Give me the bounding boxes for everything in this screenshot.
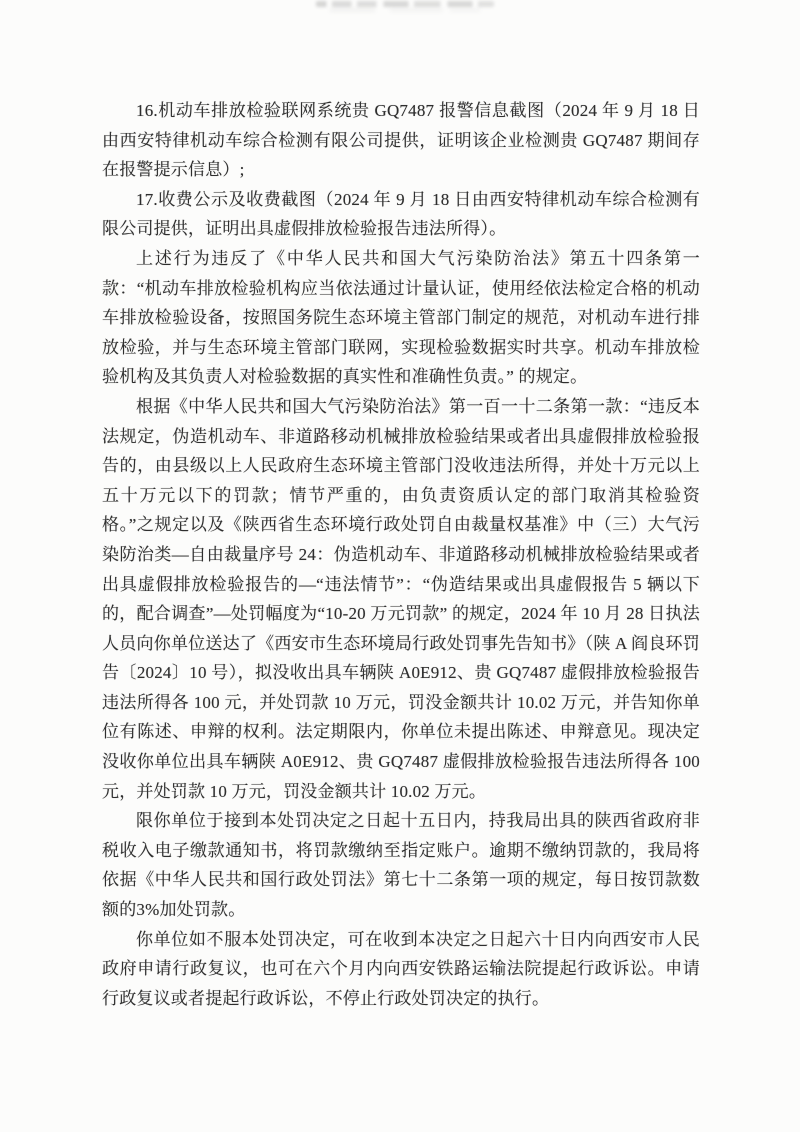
paragraph-appeal-rights: 你单位如不服本处罚决定，可在收到本决定之日起六十日内向西安市人民政府申请行政复议，也可在六个月内向西安铁路运输法院提起行政诉讼。申请行政复议或者提起行政诉讼，不停止行政处罚决定的执行。	[102, 929, 700, 1008]
document-body	[102, 96, 700, 1013]
paragraph-evidence-item-17: 17.收费公示及收费截图（2024 年 9 月 18 日由西安特律机动车综合检测有限公司提供，证明出具虚假排放检验报告违法所得）。	[102, 189, 700, 239]
scan-artifact-top	[316, 1, 494, 7]
paragraph-violated-law: 上述行为违反了《中华人民共和国大气污染防治法》第五十四条第一款：“机动车排放检验机构应当依法通过计量认证，使用经依法检定合格的机动车排放检验设备，按照国务院生态环境主管部门制定的规范，对机动车进行排放检验，并与生态环境主管部门联网，实现检验数据实时共享。机动车排放检验机构及其负责人对检验数据的真实性和准确性负责。” 的规定。	[102, 248, 700, 387]
scan-artifact-top-shadow	[330, 8, 480, 12]
paragraph-payment-instructions: 限你单位于接到本处罚决定之日起十五日内，持我局出具的陕西省政府非税收入电子缴款通知书，将罚款缴纳至指定账户。逾期不缴纳罚款的，我局将依据《中华人民共和国行政处罚法》第七十二条第一项的规定，每日按罚款数额的3%加处罚款。	[102, 811, 700, 920]
paragraph-evidence-item-16: 16.机动车排放检验联网系统贵 GQ7487 报警信息截图（2024 年 9 月 18 日由西安特律机动车综合检测有限公司提供，证明该企业检测贵 GQ7487 期间存在报警提示信息）;	[102, 101, 700, 180]
paragraph-penalty-basis-and-decision: 根据《中华人民共和国大气污染防治法》第一百一十二条第一款：“违反本法规定，伪造机动车、非道路移动机械排放检验结果或者出具虚假排放检验报告的，由县级以上人民政府生态环境主管部门没收违法所得，并处十万元以上五十万元以下的罚款；情节严重的，由负责资质认定的部门取消其检验资格。”之规定以及《陕西省生态环境行政处罚自由裁量权基准》中（三）大气污染防治类—自由裁量序号 24：伪造机动车、非道路移动机械排放检验结果或者出具虚假排放检验报告的—“违法情节”：“伪造结果或出具虚假报告 5 辆以下的，配合调查”—处罚幅度为“10-20 万元罚款” 的规定，2024 年 10 月 28 日执法人员向你单位送达了《西安市生态环境局行政处罚事先告知书》（陕 A 阎良环罚告〔2024〕10 号），拟没收出具车辆陕 A0E912、贵 GQ7487 虚假排放检验报告违法所得各 100 元，并处罚款 10 万元，罚没金额共计 10.02 万元，并告知你单位有陈述、申辩的权利。法定期限内，你单位未提出陈述、申辩意见。现决定没收你单位出具车辆陕 A0E912、贵 GQ7487 虚假排放检验报告违法所得各 100 元，并处罚款 10 万元，罚没金额共计 10.02 万元。	[102, 396, 700, 801]
